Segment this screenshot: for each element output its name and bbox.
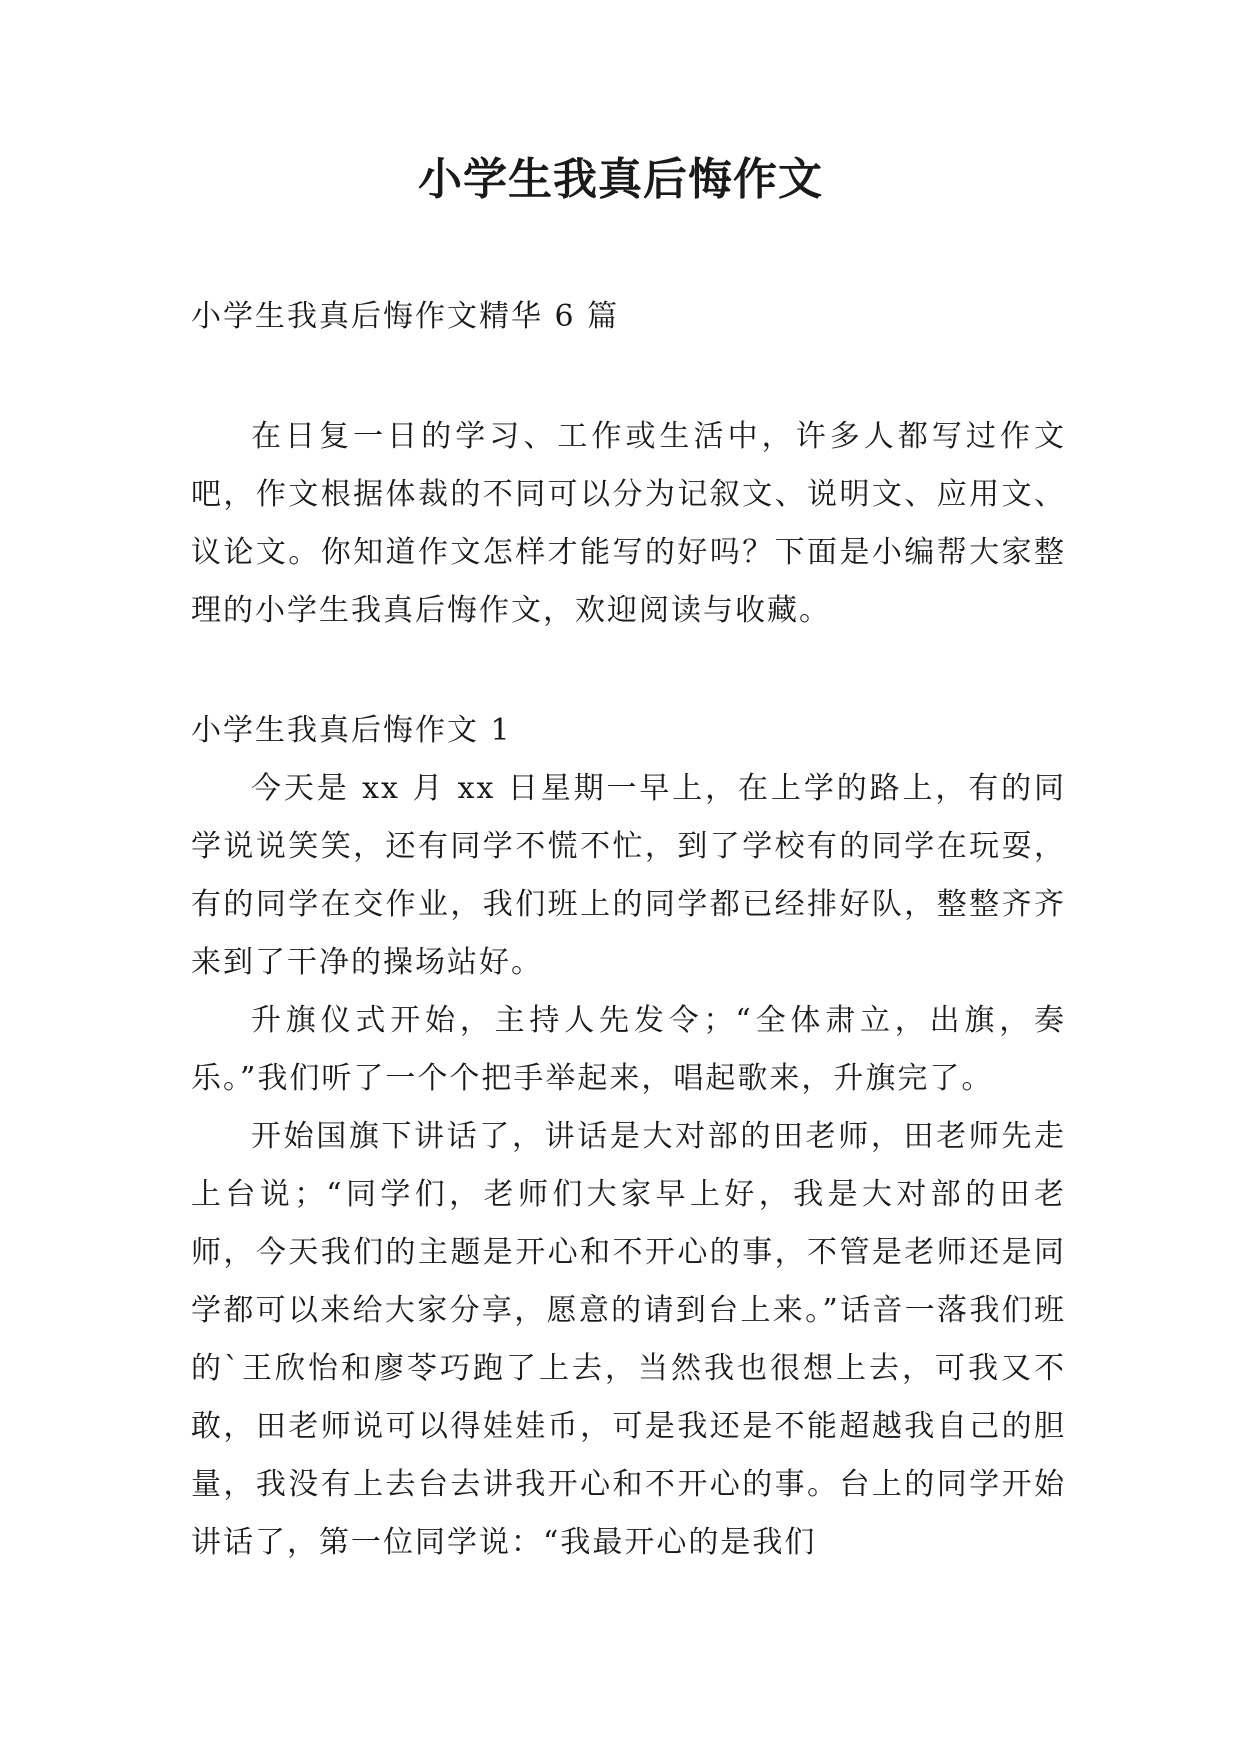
document-subtitle: 小学生我真后悔作文精华 6 篇	[191, 299, 620, 334]
body-paragraph: 今天是 xx 月 xx 日星期一早上，在上学的路上，有的同学说说笑笑，还有同学不慌不忙，到了学校有的同学在玩耍，有的同学在交作业，我们班上的同学都已经排好队，整整齐齐来到了干净的操场站好。	[191, 771, 1066, 980]
document-body	[191, 288, 1066, 1572]
intro-paragraph: 在日复一日的学习、工作或生活中，许多人都写过作文吧，作文根据体裁的不同可以分为记叙文、说明文、应用文、议论文。你知道作文怎样才能写的好吗？下面是小编帮大家整理的小学生我真后悔作文，欢迎阅读与收藏。	[191, 419, 1066, 628]
spacer	[191, 346, 1066, 408]
body-paragraph: 升旗仪式开始，主持人先发令；“全体肃立，出旗，奏乐。”我们听了一个个把手举起来，唱起歌来，升旗完了。	[191, 1003, 1066, 1096]
spacer	[191, 640, 1066, 702]
document-title: 小学生我真后悔作文	[418, 154, 823, 205]
body-paragraph: 开始国旗下讲话了，讲话是大对部的田老师，田老师先走上台说；“同学们，老师们大家早上好，我是大对部的田老师，今天我们的主题是开心和不开心的事，不管是老师还是同学都可以来给大家分享，愿意的请到台上来。”话音一落我们班的`王欣怡和廖苓巧跑了上去，当然我也很想上去，可我又不敢，田老师说可以得娃娃币，可是我还是不能超越我自己的胆量，我没有上去台去讲我开心和不开心的事。台上的同学开始讲话了，第一位同学说：“我最开心的是我们	[191, 1119, 1066, 1560]
section-heading: 小学生我真后悔作文 1	[191, 713, 512, 748]
